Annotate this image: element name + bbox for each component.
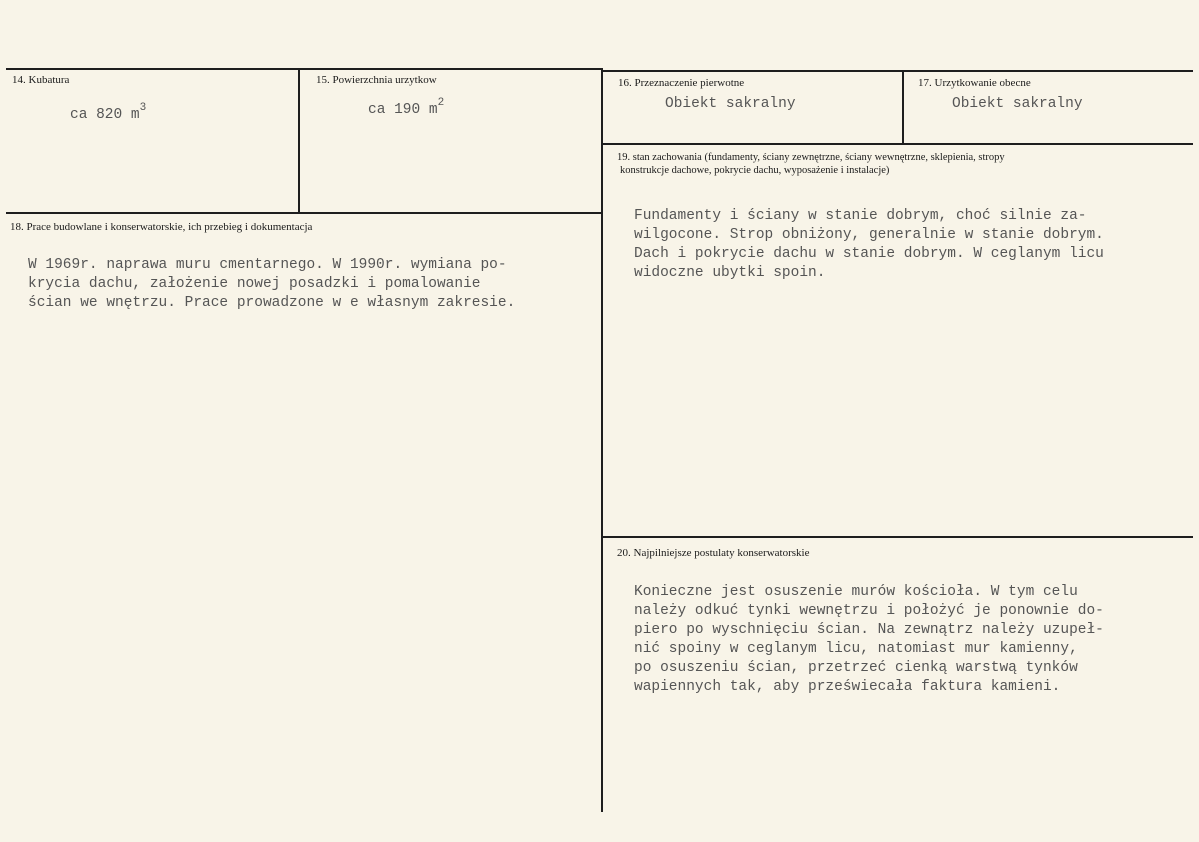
field-16-value: Obiekt sakralny bbox=[665, 96, 796, 112]
field-20-text bbox=[634, 564, 1104, 697]
field-17-value: Obiekt sakralny bbox=[952, 96, 1083, 112]
field-14-value-exponent: 3 bbox=[139, 102, 147, 114]
rule-under-19 bbox=[602, 536, 1193, 538]
field-20-line: Konieczne jest osuszenie murów kościoła. W tym celu bbox=[634, 584, 1078, 600]
field-18-text bbox=[28, 237, 515, 313]
field-15-value-text: ca 190 m bbox=[368, 101, 438, 118]
field-15-value-exponent: 2 bbox=[437, 97, 445, 109]
divider-14-15 bbox=[298, 68, 300, 213]
field-17-label: 17. Urzytkowanie obecne bbox=[918, 77, 1031, 89]
field-20-label: 20. Najpilniejsze postulaty konserwatorskie bbox=[617, 547, 810, 559]
field-19-label-line1: 19. stan zachowania (fundamenty, ściany zewnętrzne, ściany wewnętrzne, sklepienia, stropy bbox=[617, 152, 1005, 163]
field-20-line: wapiennych tak, aby przeświecała faktura kamieni. bbox=[634, 679, 1061, 695]
field-19-label-line2: konstrukcje dachowe, pokrycie dachu, wyposażenie i instalacje) bbox=[620, 165, 890, 176]
field-18-label: 18. Prace budowlane i konserwatorskie, ich przebieg i dokumentacja bbox=[10, 221, 313, 233]
field-14-value bbox=[70, 101, 146, 125]
field-14-label: 14. Kubatura bbox=[12, 74, 70, 86]
field-19-text bbox=[634, 188, 1104, 283]
field-15-value bbox=[368, 96, 444, 120]
rule-under-14-15 bbox=[6, 212, 602, 214]
field-18-line: ścian we wnętrzu. Prace prowadzone w e własnym zakresie. bbox=[28, 295, 516, 311]
field-18-line: krycia dachu, założenie nowej posadzki i pomalowanie bbox=[28, 276, 481, 292]
top-rule-left bbox=[6, 68, 602, 70]
field-20-line: piero po wyschnięciu ścian. Na zewnątrz należy uzupeł- bbox=[634, 622, 1104, 638]
top-rule-right bbox=[602, 70, 1193, 72]
field-19-line: widoczne ubytki spoin. bbox=[634, 265, 826, 281]
field-20-line: nić spoiny w ceglanym licu, natomiast mur kamienny, bbox=[634, 641, 1078, 657]
field-20-line: należy odkuć tynki wewnętrzu i położyć je ponownie do- bbox=[634, 603, 1104, 619]
field-18-line: W 1969r. naprawa muru cmentarnego. W 1990r. wymiana po- bbox=[28, 257, 507, 273]
main-divider bbox=[601, 68, 603, 812]
field-14-value-text: ca 820 m bbox=[70, 106, 140, 123]
field-16-label: 16. Przeznaczenie pierwotne bbox=[618, 77, 745, 89]
field-19-line: wilgocone. Strop obniżony, generalnie w stanie dobrym. bbox=[634, 227, 1104, 243]
field-19-line: Fundamenty i ściany w stanie dobrym, choć silnie za- bbox=[634, 208, 1087, 224]
divider-16-17 bbox=[902, 70, 904, 144]
rule-under-16-17 bbox=[602, 143, 1193, 145]
field-15-label: 15. Powierzchnia urzytkow bbox=[316, 74, 437, 86]
field-20-line: po osuszeniu ścian, przetrzeć cienką warstwą tynków bbox=[634, 660, 1078, 676]
field-19-line: Dach i pokrycie dachu w stanie dobrym. W ceglanym licu bbox=[634, 246, 1104, 262]
